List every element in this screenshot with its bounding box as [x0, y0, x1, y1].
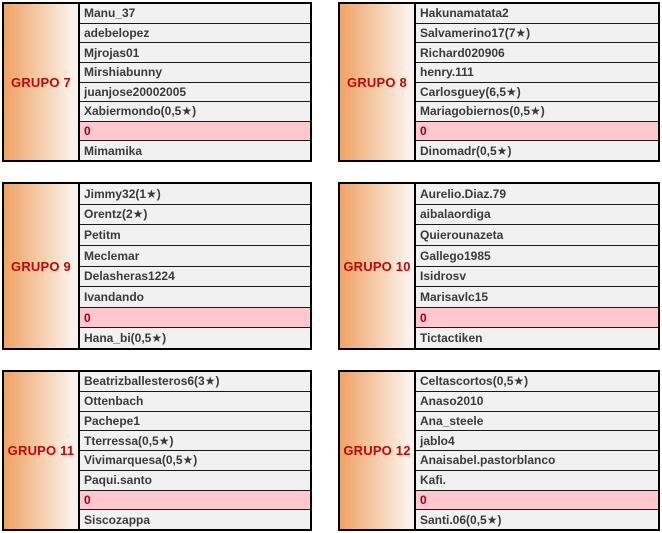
group-member-list	[80, 4, 310, 160]
member-cell[interactable]: Anaisabel.pastorblanco	[416, 450, 658, 470]
member-cell[interactable]: Celtascortos(0,5★)	[416, 372, 658, 391]
group-member-list	[80, 372, 310, 529]
group-label: GRUPO 8	[347, 74, 407, 90]
group-label: GRUPO 10	[343, 258, 411, 274]
member-cell[interactable]: jablo4	[416, 430, 658, 450]
group-member-list	[416, 372, 658, 529]
member-cell[interactable]: Isidrosv	[416, 266, 658, 287]
group-label: GRUPO 9	[11, 258, 71, 274]
member-cell[interactable]: Pachepe1	[80, 411, 310, 431]
member-cell[interactable]: Dinomadr(0,5★)	[416, 140, 658, 160]
member-cell[interactable]: Quierounazeta	[416, 224, 658, 245]
group-member-list	[416, 184, 658, 348]
member-cell[interactable]: Kafi.	[416, 470, 658, 490]
zero-score-cell[interactable]: 0	[416, 121, 658, 141]
member-cell[interactable]: Jimmy32(1★)	[80, 184, 310, 204]
member-cell[interactable]: Anaso2010	[416, 391, 658, 411]
member-cell[interactable]: Hakunamatata2	[416, 4, 658, 23]
member-cell[interactable]: aibalaordiga	[416, 204, 658, 225]
zero-score-cell[interactable]: 0	[80, 490, 310, 510]
member-cell[interactable]: Tterressa(0,5★)	[80, 430, 310, 450]
group-label-cell[interactable]	[4, 4, 80, 160]
member-cell[interactable]: Gallego1985	[416, 245, 658, 266]
member-cell[interactable]: Ana_steele	[416, 411, 658, 431]
member-cell[interactable]: Delasheras1224	[80, 266, 310, 287]
member-cell[interactable]: Tictactiken	[416, 327, 658, 348]
member-cell[interactable]: Marisavlc15	[416, 286, 658, 307]
group-table	[338, 182, 660, 350]
member-cell[interactable]: Mariagobiernos(0,5★)	[416, 101, 658, 121]
member-cell[interactable]: henry.111	[416, 62, 658, 82]
member-cell[interactable]: Carlosguey(6,5★)	[416, 82, 658, 102]
group-label: GRUPO 7	[11, 74, 71, 90]
group-label: GRUPO 11	[7, 443, 75, 458]
member-cell[interactable]: Salvamerino17(7★)	[416, 23, 658, 43]
group-table	[338, 370, 660, 531]
member-cell[interactable]: Richard020906	[416, 42, 658, 62]
member-cell[interactable]: Orentz(2★)	[80, 204, 310, 225]
member-cell[interactable]: Meclemar	[80, 245, 310, 266]
member-cell[interactable]: Paqui.santo	[80, 470, 310, 490]
group-label-cell[interactable]	[4, 372, 80, 529]
zero-score-cell[interactable]: 0	[80, 307, 310, 328]
group-label-cell[interactable]	[340, 372, 416, 529]
group-label-cell[interactable]	[340, 184, 416, 348]
group-label-cell[interactable]	[340, 4, 416, 160]
zero-score-cell[interactable]: 0	[416, 490, 658, 510]
member-cell[interactable]: Beatrizballesteros6(3★)	[80, 372, 310, 391]
member-cell[interactable]: Siscozappa	[80, 509, 310, 529]
member-cell[interactable]: Santi.06(0,5★)	[416, 509, 658, 529]
member-cell[interactable]: Xabiermondo(0,5★)	[80, 101, 310, 121]
member-cell[interactable]: Ottenbach	[80, 391, 310, 411]
group-label-cell[interactable]	[4, 184, 80, 348]
zero-score-cell[interactable]: 0	[416, 307, 658, 328]
member-cell[interactable]: Hana_bi(0,5★)	[80, 327, 310, 348]
member-cell[interactable]: Mjrojas01	[80, 42, 310, 62]
member-cell[interactable]: Aurelio.Diaz.79	[416, 184, 658, 204]
member-cell[interactable]: Mirshiabunny	[80, 62, 310, 82]
member-cell[interactable]: juanjose20002005	[80, 82, 310, 102]
group-member-list	[416, 4, 658, 160]
group-table	[2, 370, 312, 531]
group-table	[2, 2, 312, 162]
member-cell[interactable]: Ivandando	[80, 286, 310, 307]
member-cell[interactable]: Manu_37	[80, 4, 310, 23]
group-table	[338, 2, 660, 162]
zero-score-cell[interactable]: 0	[80, 121, 310, 141]
group-member-list	[80, 184, 310, 348]
member-cell[interactable]: Petitm	[80, 224, 310, 245]
member-cell[interactable]: Vivimarquesa(0,5★)	[80, 450, 310, 470]
group-table	[2, 182, 312, 350]
member-cell[interactable]: Mimamika	[80, 140, 310, 160]
member-cell[interactable]: adebelopez	[80, 23, 310, 43]
group-label: GRUPO 12	[343, 443, 411, 458]
